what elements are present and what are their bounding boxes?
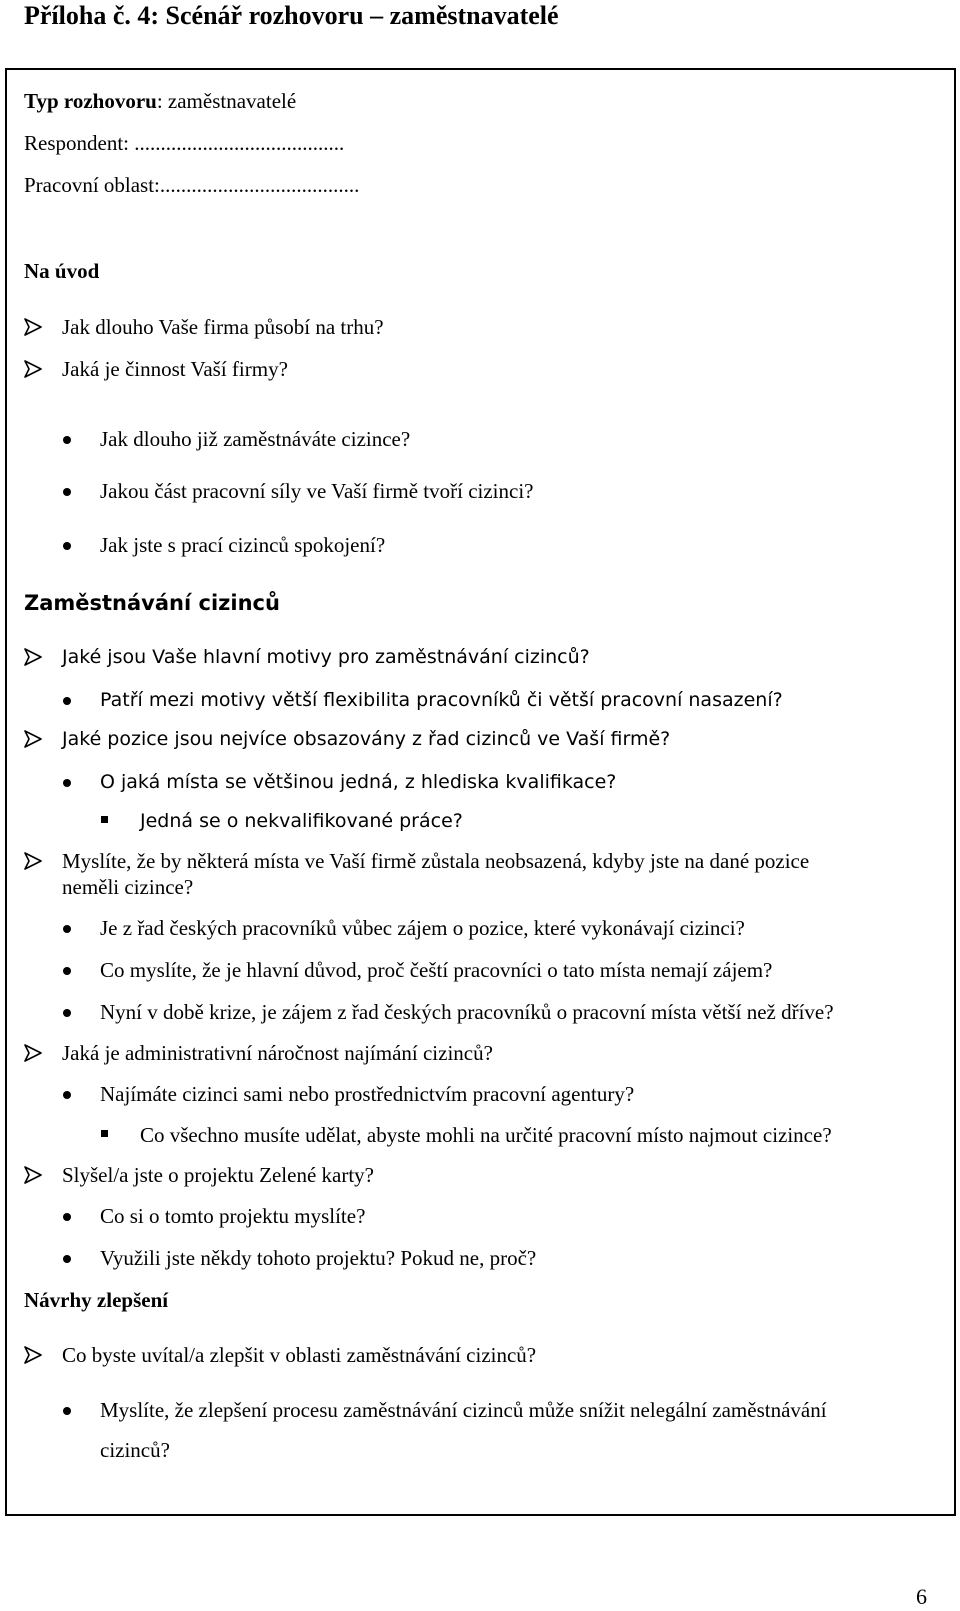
arrow-bullet-icon: [24, 318, 42, 336]
sub-question-item: Co myslíte, že je hlavní důvod, proč čeští pracovníci o tato místa nemají zájem?: [100, 958, 773, 982]
question-item-continued: neměli cizince?: [62, 875, 194, 899]
arrow-bullet-icon: [24, 1346, 42, 1364]
sub-question-item: Využili jste někdy tohoto projektu? Pokud ne, proč?: [100, 1246, 537, 1270]
section-heading-improvements: Návrhy zlepšení: [24, 1288, 169, 1312]
question-item: Jaké jsou Vaše hlavní motivy pro zaměstnávání cizinců?: [62, 646, 590, 668]
sub-question-item: Myslíte, že zlepšení procesu zaměstnávání cizinců může snížit nelegální zaměstnávání: [100, 1398, 827, 1422]
sub-sub-question-item: Co všechno musíte udělat, abyste mohli na určité pracovní místo najmout cizince?: [140, 1123, 832, 1147]
question-item: Jak dlouho Vaše firma působí na trhu?: [62, 315, 384, 339]
arrow-bullet-icon: [24, 360, 42, 378]
interview-type-value: : zaměstnavatelé: [156, 89, 297, 113]
sub-question-item: Najímáte cizinci sami nebo prostřednictvím pracovní agentury?: [100, 1082, 635, 1106]
section-heading-employment: Zaměstnávání cizinců: [24, 591, 280, 615]
arrow-bullet-icon: [24, 852, 42, 870]
interview-type-label: Typ rozhovoru: [24, 89, 157, 113]
round-bullet-icon: [63, 697, 71, 705]
sub-question-item: Nyní v době krize, je zájem z řad českých pracovníků o pracovní místa větší než dříve?: [100, 1000, 834, 1024]
round-bullet-icon: [63, 542, 71, 550]
sub-question-item-continued: cizinců?: [100, 1438, 170, 1462]
sub-question-item: Patří mezi motivy větší flexibilita pracovníků či větší pracovní nasazení?: [100, 689, 783, 711]
question-item: Slyšel/a jste o projektu Zelené karty?: [62, 1163, 374, 1187]
sub-question-item: Jak dlouho již zaměstnáváte cizince?: [100, 427, 411, 451]
arrow-bullet-icon: [24, 730, 42, 748]
round-bullet-icon: [63, 1407, 71, 1415]
question-item: Jaké pozice jsou nejvíce obsazovány z řad cizinců ve Vaší firmě?: [62, 728, 671, 750]
question-item: Jaká je administrativní náročnost najímání cizinců?: [62, 1041, 493, 1065]
round-bullet-icon: [63, 488, 71, 496]
round-bullet-icon: [63, 925, 71, 933]
square-bullet-icon: [101, 1130, 108, 1137]
sub-question-item: Je z řad českých pracovníků vůbec zájem o pozice, které vykonávají cizinci?: [100, 916, 745, 940]
respondent-field: Respondent: ........................................: [24, 131, 345, 155]
round-bullet-icon: [63, 1255, 71, 1263]
interview-type: [24, 88, 296, 114]
round-bullet-icon: [63, 1009, 71, 1017]
question-item: Myslíte, že by některá místa ve Vaší firmě zůstala neobsazená, kdyby jste na dané pozice: [62, 849, 810, 873]
sub-question-item: Jak jste s prací cizinců spokojení?: [100, 533, 386, 557]
question-item: Jaká je činnost Vaší firmy?: [62, 357, 288, 381]
arrow-bullet-icon: [24, 1166, 42, 1184]
square-bullet-icon: [101, 816, 108, 823]
arrow-bullet-icon: [24, 648, 42, 666]
sub-question-item: Co si o tomto projektu myslíte?: [100, 1204, 366, 1228]
section-heading-intro: Na úvod: [24, 259, 100, 283]
arrow-bullet-icon: [24, 1044, 42, 1062]
round-bullet-icon: [63, 436, 71, 444]
round-bullet-icon: [63, 1213, 71, 1221]
sub-question-item: O jaká místa se většinou jedná, z hlediska kvalifikace?: [100, 771, 617, 793]
question-item: Co byste uvítal/a zlepšit v oblasti zaměstnávání cizinců?: [62, 1343, 537, 1367]
page-number: 6: [916, 1584, 927, 1609]
round-bullet-icon: [63, 967, 71, 975]
work-area-field: Pracovní oblast:......................................: [24, 173, 360, 197]
round-bullet-icon: [63, 1091, 71, 1099]
round-bullet-icon: [63, 779, 71, 787]
sub-sub-question-item: Jedná se o nekvalifikované práce?: [140, 810, 463, 832]
sub-question-item: Jakou část pracovní síly ve Vaší firmě tvoří cizinci?: [100, 479, 534, 503]
page-title: Příloha č. 4: Scénář rozhovoru – zaměstnavatelé: [24, 1, 559, 30]
